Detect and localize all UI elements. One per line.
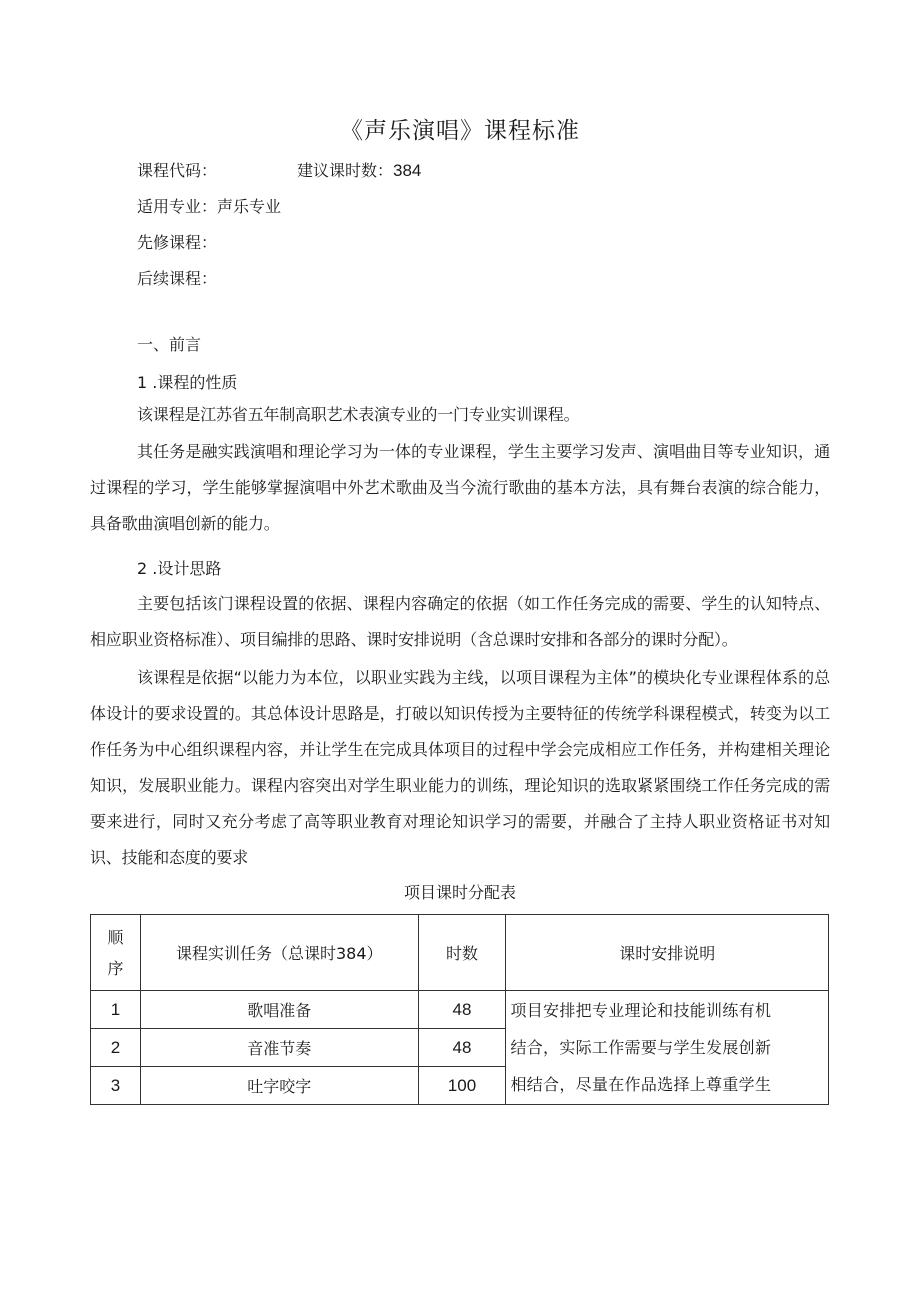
row-hours: 100 — [418, 1067, 506, 1105]
subsection-nature: 1 .课程的性质 — [137, 373, 238, 392]
suggested-hours — [297, 158, 421, 181]
row-note: 项目安排把专业理论和技能训练有机 结合，实际工作需要与学生发展创新 相结合，尽量在作品选择上尊重学生 — [506, 991, 829, 1105]
table-row — [91, 991, 829, 1029]
paragraph-3: 主要包括该门课程设置的依据、课程内容确定的依据（如工作任务完成的需要、学生的认知特点、相应职业资格标准）、项目编排的思路、课时安排说明（含总课时安排和各部分的课时分配）。 — [90, 594, 830, 649]
table-header-row — [91, 915, 829, 991]
row-task: 音准节奏 — [140, 1029, 418, 1067]
hours-allocation-table — [90, 914, 829, 1105]
header-hours: 时数 — [418, 915, 506, 991]
subsection-design: 2 .设计思路 — [137, 559, 222, 578]
paragraph-4: 该课程是依据“以能力为本位，以职业实践为主线，以项目课程为主体”的模块化专业课程体系的总体设计的要求设置的。其总体设计思路是，打破以知识传授为主要特征的传统学科课程模式，转变为以工作任务为中心组织课程内容，并让学生在完成具体项目的过程中学会完成相应工作任务，并构建相关理论知识，发展职业能力。课程内容突出对学生职业能力的训练，理论知识的选取紧紧围绕工作任务完成的需要来进行，同时又充分考虑了高等职业教育对理论知识学习的需要，并融合了主持人职业资格证书对知识、技能和态度的要求 — [90, 668, 830, 867]
table-caption: 项目课时分配表 — [403, 883, 516, 902]
row-task: 歌唱准备 — [140, 991, 418, 1029]
row-task: 吐字咬字 — [140, 1067, 418, 1105]
row-hours: 48 — [418, 1029, 506, 1067]
paragraph-1: 该课程是江苏省五年制高职艺术表演专业的一门专业实训课程。 — [137, 405, 580, 424]
row-seq: 1 — [91, 991, 141, 1029]
row-hours: 48 — [418, 991, 506, 1029]
paragraph-2: 其任务是融实践演唱和理论学习为一体的专业课程，学生主要学习发声、演唱曲目等专业知识，通过课程的学习，学生能够掌握演唱中外艺术歌曲及当今流行歌曲的基本方法，具有舞台表演的综合能力，具备歌曲演唱创新的能力。 — [90, 442, 830, 533]
applicable-major: 适用专业：声乐专业 — [137, 197, 282, 216]
hours-label: 建议课时数： — [297, 161, 394, 180]
header-seq: 顺 序 — [91, 915, 141, 991]
course-code-label: 课程代码： — [137, 161, 218, 180]
header-note: 课时安排说明 — [506, 915, 829, 991]
follow-up-course: 后续课程： — [137, 269, 218, 288]
row-seq: 2 — [91, 1029, 141, 1067]
header-task: 课程实训任务（总课时384） — [140, 915, 418, 991]
prerequisite-course: 先修课程： — [137, 233, 218, 252]
document-title: 《声乐演唱》课程标准 — [340, 118, 580, 144]
section-heading: 一、前言 — [137, 335, 202, 354]
hours-value: 384 — [393, 161, 422, 180]
row-seq: 3 — [91, 1067, 141, 1105]
